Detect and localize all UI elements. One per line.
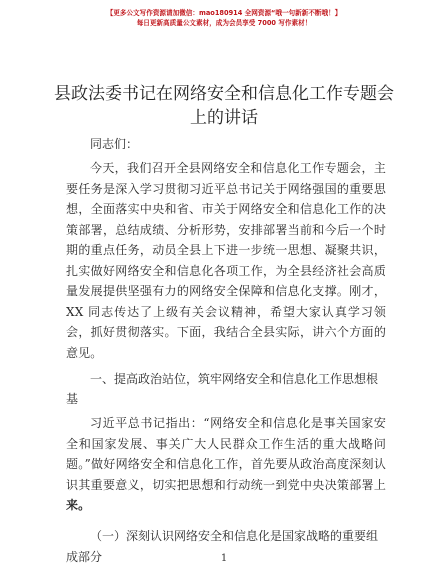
page-number: 1 xyxy=(220,553,228,564)
document-title: 县政法委书记在网络安全和信息化工作专题会上的讲话 xyxy=(54,84,394,128)
promo-banner xyxy=(0,8,448,28)
section-paragraph-end: 来。 xyxy=(66,498,91,512)
section-paragraph-text: 习近平总书记指出：“网络安全和信息化是事关国家安全和国家发展、事关广大人民群众工作生活的重大战略问题。”做好网络安全和信息化工作，首先要从政治高度深刻认识其重要意义，切实把思想和行动统一到党中央决策部署上 xyxy=(66,416,386,492)
intro-paragraph: 今天，我们召开全县网络安全和信息化工作专题会，主要任务是深入学习贯彻习近平总书记关于网络强国的重要思想，全面落实中央和省、市关于网络安全和信息化工作的决策部署，总结成绩、分析形势，安排部署当前和今后一个时期的重点任务，动员全县上下进一步统一思想、凝聚共识，扎实做好网络安全和信息化各项工作，为全县经济社会高质量发展提供坚强有力的网络安全保障和信息化支撑。刚才，XX 同志传达了上级有关会议精神，希望大家认真学习领会，抓好贯彻落实。下面，我结合全县实际，讲六个方面的意见。 xyxy=(66,161,386,360)
promo-banner-line2: 每日更新高质量公文素材，成为会员享受 7000 写作素材！ xyxy=(136,19,312,27)
subsection-heading: （一）深刻认识网络安全和信息化是国家战略的重要组成部分 xyxy=(66,528,379,564)
section-heading: 一、提高政治站位，筑牢网络安全和信息化工作思想根基 xyxy=(66,372,379,406)
document-body xyxy=(66,134,386,580)
section-paragraph xyxy=(66,413,386,516)
salutation: 同志们： xyxy=(90,137,139,151)
promo-banner-line1: 【更多公文写作资源请加微信：mao180914 全网资源“哦一句新新不断哦！】 xyxy=(106,9,342,17)
